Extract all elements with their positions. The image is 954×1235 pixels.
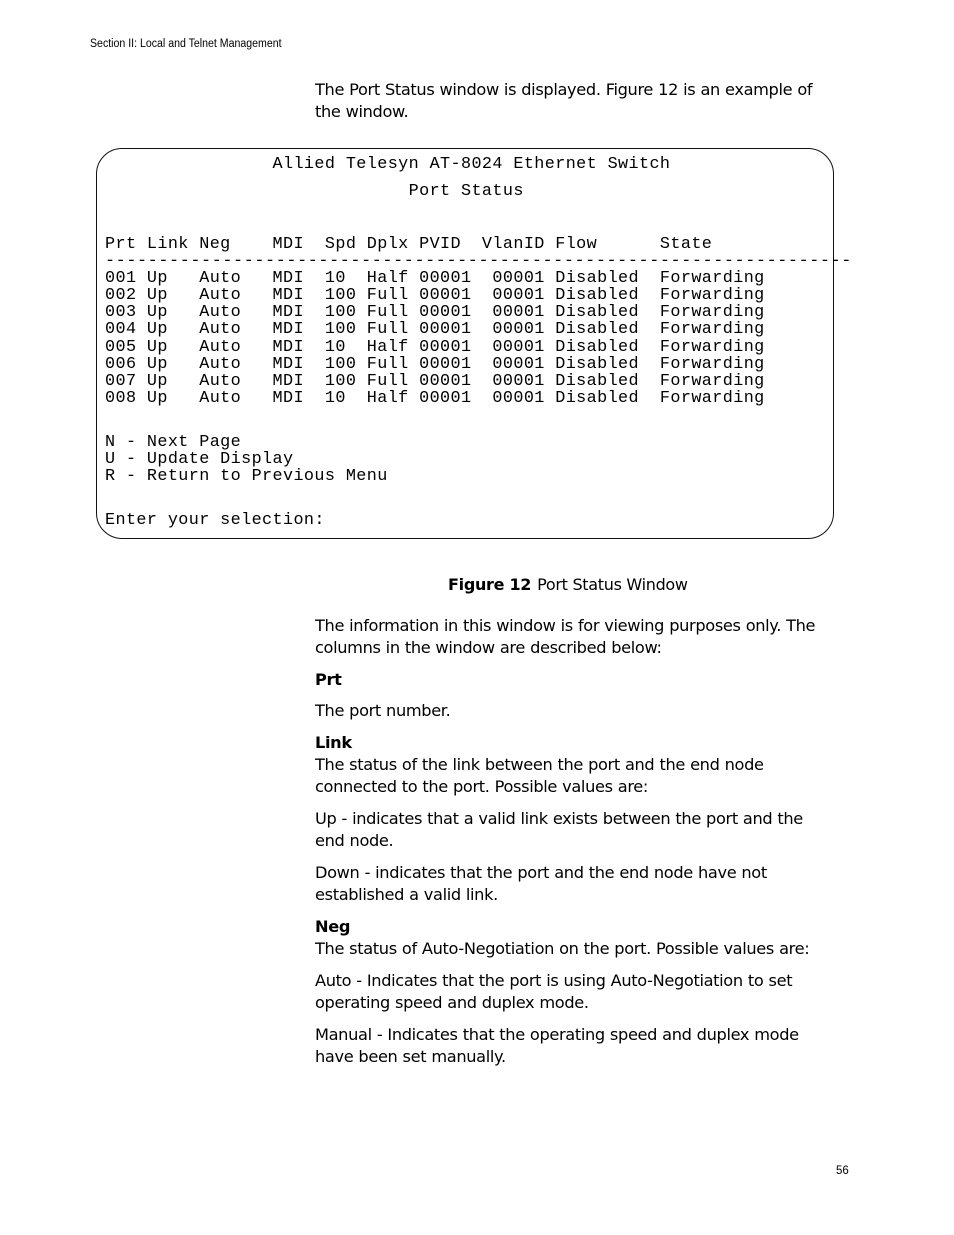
terminal-table-row: 007 Up Auto MDI 100 Full 00001 00001 Disabled Forwarding [105,372,765,391]
terminal-table-row: 004 Up Auto MDI 100 Full 00001 00001 Disabled Forwarding [105,320,765,339]
link-value-up: Up - indicates that a valid link exists between the port and the end node. [315,809,803,850]
column-descriptions [315,615,827,1078]
page-number: 56 [836,1165,849,1177]
terminal-subtitle: Port Status [105,182,524,201]
figure-label: Figure 12 [448,575,532,594]
menu-option-update-display[interactable]: U - Update Display [105,450,294,469]
terminal-table-row: 006 Up Auto MDI 100 Full 00001 00001 Disabled Forwarding [105,355,765,374]
intro-text: The Port Status window is displayed. Figure 12 is an example of the window. [315,80,813,121]
neg-heading: Neg [315,917,351,936]
terminal-separator: ---------------------------------------------------------------------- [105,252,852,271]
intro-paragraph [315,79,827,123]
terminal-title: Allied Telesyn AT-8024 Ethernet Switch [105,155,671,174]
neg-value-auto: Auto - Indicates that the port is using Auto-Negotiation to set operating speed and duplex mode. [315,971,793,1012]
link-description: The status of the link between the port and the end node connected to the port. Possible values are: [315,755,764,796]
neg-description: The status of Auto-Negotiation on the port. Possible values are: [315,939,810,958]
figure-caption [448,575,688,594]
prt-description: The port number. [315,701,451,720]
neg-value-manual: Manual - Indicates that the operating speed and duplex mode have been set manually. [315,1025,799,1066]
figure-title: Port Status Window [537,575,688,594]
selection-prompt[interactable]: Enter your selection: [105,511,325,530]
terminal-column-header: Prt Link Neg MDI Spd Dplx PVID VlanID Flow State [105,235,713,254]
description-intro: The information in this window is for viewing purposes only. The columns in the window are described below: [315,616,816,657]
terminal-table-row: 005 Up Auto MDI 10 Half 00001 00001 Disabled Forwarding [105,338,765,357]
link-value-down: Down - indicates that the port and the end node have not established a valid link. [315,863,767,904]
link-heading: Link [315,733,352,752]
menu-option-next-page[interactable]: N - Next Page [105,433,242,452]
menu-option-return-previous[interactable]: R - Return to Previous Menu [105,467,388,486]
terminal-table-row: 008 Up Auto MDI 10 Half 00001 00001 Disabled Forwarding [105,389,765,408]
terminal-table-row: 002 Up Auto MDI 100 Full 00001 00001 Disabled Forwarding [105,286,765,305]
terminal-table-row: 003 Up Auto MDI 100 Full 00001 00001 Disabled Forwarding [105,303,765,322]
terminal-table-row: 001 Up Auto MDI 10 Half 00001 00001 Disabled Forwarding [105,269,765,288]
prt-heading: Prt [315,670,342,689]
running-header: Section II: Local and Telnet Management [90,38,282,50]
